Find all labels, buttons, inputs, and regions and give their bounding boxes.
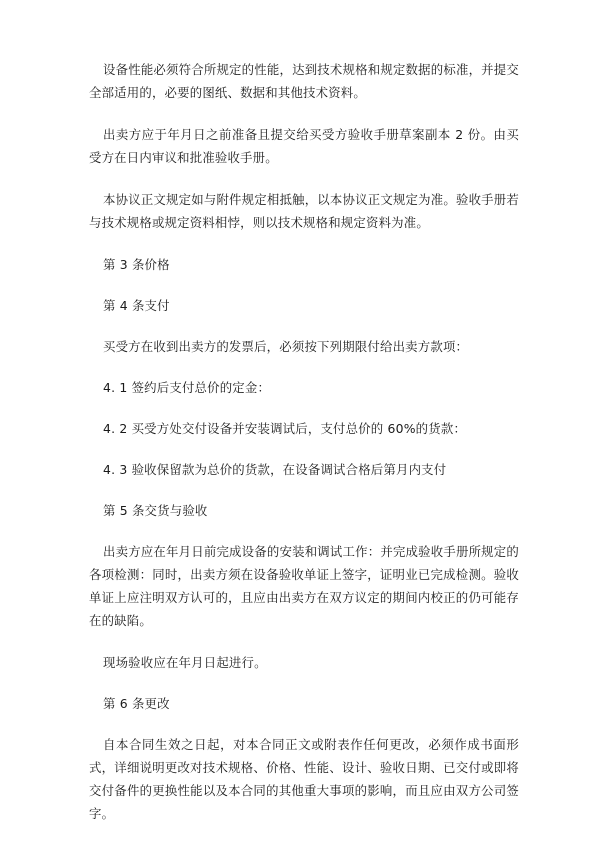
paragraph-performance-requirements: 设备性能必须符合所规定的性能，达到技术规格和规定数据的标准，并提交全部适用的，必要的图纸、数据和其他技术资料。 <box>89 62 519 100</box>
article-6-heading: 第 6 条更改 <box>103 696 170 711</box>
paragraph-amendments: 自本合同生效之日起，对本合同正文或附表作任何更改，必须作成书面形式，详细说明更改对技术规格、价格、性能、设计、验收日期、已交付或即将交付备件的更换性能以及本合同的其他重大事项的影响，而且应由双方公司签字。 <box>89 737 519 821</box>
paragraph-site-acceptance: 现场验收应在年月日起进行。 <box>103 655 267 670</box>
clause-4-2: 4. 2 买受方处交付设备并安装调试后，支付总价的 60%的货款： <box>103 421 467 436</box>
document-body <box>89 58 519 825</box>
paragraph-installation-acceptance: 出卖方应在年月日前完成设备的安装和调试工作：并完成验收手册所规定的各项检测：同时，出卖方须在设备验收单证上签字，证明业已完成检测。验收单证上应注明双方认可的，且应由出卖方在双方议定的期间内校正的仍可能存在的缺陷。 <box>89 544 519 628</box>
paragraph-precedence-clause: 本协议正文规定如与附件规定相抵触，以本协议正文规定为准。验收手册若与技术规格或规定资料相悖，则以技术规格和规定资料为准。 <box>89 192 519 230</box>
clause-4-3: 4. 3 验收保留款为总价的货款，在设备调试合格后第月内支付 <box>103 462 447 477</box>
article-4-heading: 第 4 条支付 <box>103 298 170 313</box>
clause-4-1: 4. 1 签约后支付总价的定金： <box>103 380 271 395</box>
article-3-heading: 第 3 条价格 <box>103 257 170 272</box>
paragraph-acceptance-manual-draft: 出卖方应于年月日之前准备且提交给买受方验收手册草案副本 2 份。由买受方在日内审议和批准验收手册。 <box>89 127 519 165</box>
paragraph-payment-terms: 买受方在收到出卖方的发票后，必须按下列期限付给出卖方款项： <box>103 339 469 354</box>
article-5-heading: 第 5 条交货与验收 <box>103 503 208 518</box>
